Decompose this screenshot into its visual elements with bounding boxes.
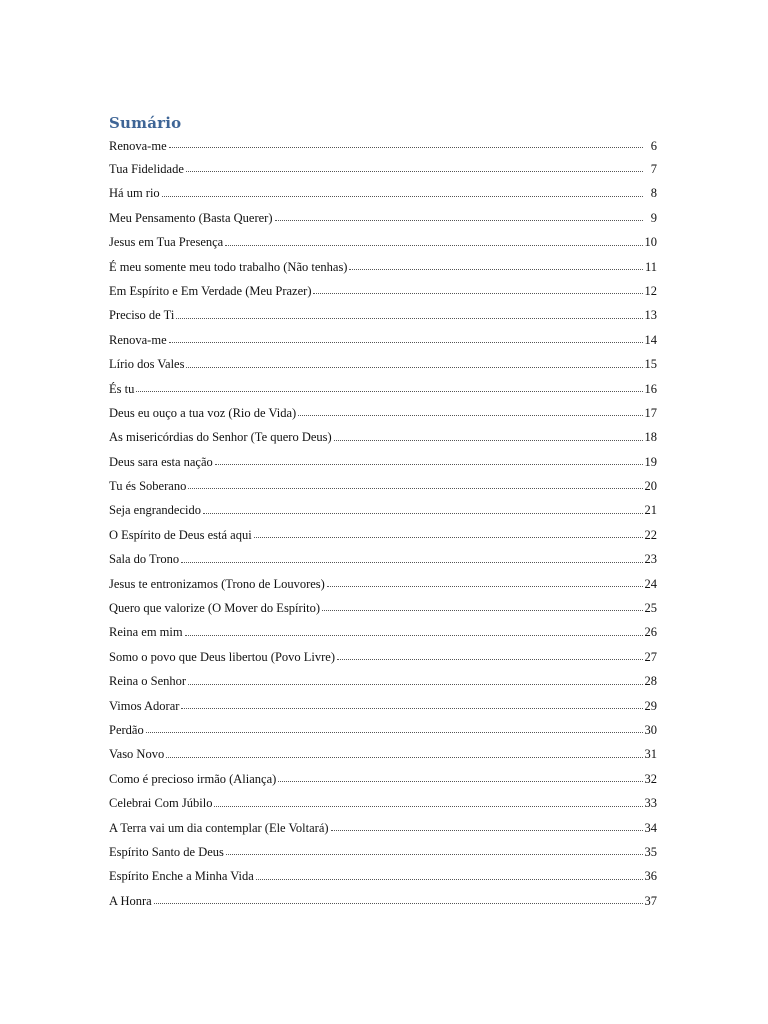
toc-entry-page-number: 12 <box>644 283 657 298</box>
toc-entry[interactable] <box>109 596 657 620</box>
toc-entry-page-number: 19 <box>644 454 657 469</box>
toc-entry-page-number: 18 <box>644 430 657 445</box>
toc-entry-page-number: 29 <box>644 698 657 713</box>
toc-entry[interactable] <box>109 157 657 181</box>
toc-dot-leader <box>275 219 644 221</box>
toc-entry-title: Renova-me <box>109 332 167 347</box>
toc-entry-title: Como é precioso irmão (Aliança) <box>109 771 277 786</box>
toc-dot-leader <box>162 195 643 197</box>
toc-entry-title: Deus eu ouço a tua voz (Rio de Vida) <box>109 405 297 420</box>
toc-entry-page-number: 22 <box>644 527 657 542</box>
toc-entry[interactable] <box>109 547 657 571</box>
toc-entry-page-number: 30 <box>644 722 657 737</box>
toc-entry-title: Seja engrandecido <box>109 503 201 518</box>
toc-entry[interactable] <box>109 230 657 254</box>
toc-entry[interactable] <box>109 474 657 498</box>
toc-entry-page-number: 27 <box>644 649 657 664</box>
toc-entry-title: Quero que valorize (O Mover do Espírito) <box>109 601 321 616</box>
toc-dot-leader <box>278 780 642 782</box>
toc-entry-page-number: 28 <box>644 674 657 689</box>
toc-entry[interactable] <box>109 620 657 644</box>
toc-entry-page-number: 14 <box>644 332 657 347</box>
toc-entry-page-number: 35 <box>644 844 657 859</box>
toc-entry[interactable] <box>109 669 657 693</box>
toc-entry-page-number: 21 <box>644 503 657 518</box>
toc-dot-leader <box>349 268 642 270</box>
toc-dot-leader <box>181 561 642 563</box>
toc-entry-title: Reina o Senhor <box>109 674 187 689</box>
toc-entry-page-number: 20 <box>644 479 657 494</box>
toc-entry-page-number: 31 <box>644 747 657 762</box>
toc-entry-page-number: 24 <box>644 576 657 591</box>
toc-entry-title: Jesus em Tua Presença <box>109 235 224 250</box>
toc-entry-page-number: 17 <box>644 405 657 420</box>
toc-dot-leader <box>225 244 642 246</box>
toc-dot-leader <box>136 390 642 392</box>
toc-entry-page-number: 32 <box>644 771 657 786</box>
toc-dot-leader <box>331 829 643 831</box>
toc-entry-page-number: 37 <box>644 893 657 908</box>
toc-dot-leader <box>154 902 643 904</box>
toc-entry-title: Perdão <box>109 722 144 737</box>
toc-entry-title: Jesus te entronizamos (Trono de Louvores) <box>109 576 325 591</box>
toc-dot-leader <box>254 536 643 538</box>
toc-entry[interactable] <box>109 840 657 864</box>
toc-entry[interactable] <box>109 279 657 303</box>
toc-entry[interactable] <box>109 255 657 279</box>
toc-entry[interactable] <box>109 498 657 522</box>
toc-entry-title: O Espírito de Deus está aqui <box>109 527 252 542</box>
toc-entry-page-number: 6 <box>650 139 657 153</box>
toc-dot-leader <box>226 853 643 855</box>
toc-dot-leader <box>313 292 642 294</box>
toc-title: Sumário <box>109 114 182 132</box>
toc-entry[interactable] <box>109 352 657 376</box>
toc-entry[interactable] <box>109 791 657 815</box>
toc-entry-title: É meu somente meu todo trabalho (Não tenhas) <box>109 259 348 274</box>
toc-dot-leader <box>185 634 643 636</box>
toc-entry-title: Há um rio <box>109 186 160 201</box>
toc-entry[interactable] <box>109 889 657 913</box>
toc-entry-title: Renova-me <box>109 139 167 153</box>
toc-entry-title: Reina em mim <box>109 625 183 640</box>
toc-entry-page-number: 9 <box>650 210 657 225</box>
toc-entry-title: Preciso de Ti <box>109 308 175 323</box>
toc-list <box>109 136 657 913</box>
toc-entry[interactable] <box>109 206 657 230</box>
toc-dot-leader <box>214 805 642 807</box>
toc-dot-leader <box>166 756 642 758</box>
toc-dot-leader <box>322 609 642 611</box>
toc-entry[interactable] <box>109 136 657 157</box>
toc-dot-leader <box>186 366 642 368</box>
toc-entry[interactable] <box>109 181 657 205</box>
toc-entry-title: Em Espírito e Em Verdade (Meu Prazer) <box>109 283 312 298</box>
toc-entry[interactable] <box>109 645 657 669</box>
toc-dot-leader <box>181 707 642 709</box>
toc-entry-page-number: 23 <box>644 552 657 567</box>
toc-entry[interactable] <box>109 425 657 449</box>
toc-entry-page-number: 25 <box>644 601 657 616</box>
toc-entry[interactable] <box>109 767 657 791</box>
toc-entry-page-number: 16 <box>644 381 657 396</box>
toc-entry-title: Sala do Trono <box>109 552 180 567</box>
toc-entry-title: Celebrai Com Júbilo <box>109 796 213 811</box>
toc-entry-title: A Terra vai um dia contemplar (Ele Voltará) <box>109 820 329 835</box>
toc-dot-leader <box>298 414 642 416</box>
toc-entry-title: Tu és Soberano <box>109 479 187 494</box>
toc-entry[interactable] <box>109 401 657 425</box>
toc-dot-leader <box>188 683 642 685</box>
toc-entry[interactable] <box>109 694 657 718</box>
toc-entry[interactable] <box>109 572 657 596</box>
toc-entry-title: Somo o povo que Deus libertou (Povo Livre) <box>109 649 336 664</box>
toc-entry-title: Vimos Adorar <box>109 698 180 713</box>
toc-dot-leader <box>203 512 643 514</box>
toc-entry[interactable] <box>109 523 657 547</box>
toc-dot-leader <box>256 878 643 880</box>
toc-entry-page-number: 34 <box>644 820 657 835</box>
toc-dot-leader <box>169 146 643 148</box>
toc-dot-leader <box>334 439 643 441</box>
toc-dot-leader <box>327 585 643 587</box>
toc-entry[interactable] <box>109 377 657 401</box>
toc-entry-page-number: 7 <box>650 162 657 176</box>
toc-entry-page-number: 36 <box>644 869 657 884</box>
toc-dot-leader <box>337 658 642 660</box>
toc-entry-page-number: 11 <box>644 259 657 274</box>
toc-entry-page-number: 8 <box>650 186 657 201</box>
toc-dot-leader <box>186 170 643 172</box>
toc-entry-title: És tu <box>109 381 135 396</box>
toc-entry-title: Deus sara esta nação <box>109 454 213 469</box>
toc-dot-leader <box>176 317 642 319</box>
toc-entry[interactable] <box>109 816 657 840</box>
toc-entry-page-number: 13 <box>644 308 657 323</box>
toc-entry-title: As misericórdias do Senhor (Te quero Deus) <box>109 430 332 445</box>
toc-entry-page-number: 26 <box>644 625 657 640</box>
toc-entry-title: A Honra <box>109 893 152 908</box>
toc-dot-leader <box>146 731 643 733</box>
toc-entry[interactable] <box>109 742 657 766</box>
toc-dot-leader <box>188 487 642 489</box>
toc-entry[interactable] <box>109 328 657 352</box>
toc-entry-title: Lírio dos Vales <box>109 357 185 372</box>
toc-entry[interactable] <box>109 718 657 742</box>
toc-dot-leader <box>169 341 643 343</box>
toc-entry-title: Vaso Novo <box>109 747 165 762</box>
toc-entry-page-number: 15 <box>644 357 657 372</box>
toc-entry[interactable] <box>109 450 657 474</box>
toc-entry-title: Meu Pensamento (Basta Querer) <box>109 210 273 225</box>
toc-entry-page-number: 33 <box>644 796 657 811</box>
toc-entry[interactable] <box>109 864 657 888</box>
toc-entry[interactable] <box>109 303 657 327</box>
toc-entry-title: Espírito Enche a Minha Vida <box>109 869 254 884</box>
toc-entry-page-number: 10 <box>644 235 657 250</box>
toc-entry-title: Espírito Santo de Deus <box>109 844 224 859</box>
toc-dot-leader <box>215 463 643 465</box>
toc-entry-title: Tua Fidelidade <box>109 162 184 176</box>
